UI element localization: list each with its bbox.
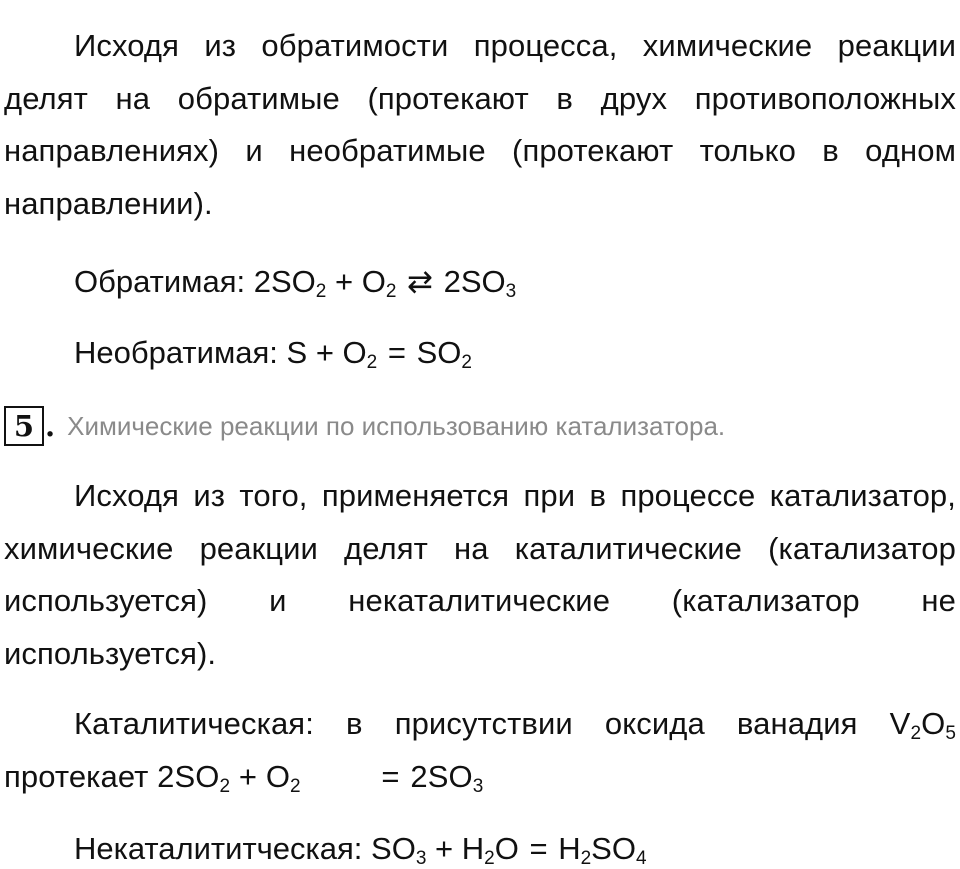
equation-reversible: [74, 262, 516, 302]
section-number-box: 5: [4, 406, 44, 446]
formula-so2: $2SO_2$: [253, 264, 327, 302]
equation-catalytic: Каталитическая: в присутствии оксида ванадия $V_2O_5$ протекает $2SO_2 + O_2 = 2SO_3$: [4, 698, 956, 803]
formula-so3: $SO_3$: [371, 831, 427, 869]
formula-h2so4: $H_2SO_4$: [558, 831, 647, 869]
plus-sign: +: [307, 335, 343, 370]
equation-label: Некаталититческая:: [74, 831, 372, 866]
equation-label: Необратимая:: [74, 335, 287, 370]
equals-sign: =: [381, 758, 400, 794]
equation-label: Обратимая:: [74, 264, 254, 299]
section-heading-5: [4, 404, 725, 448]
plus-sign: +: [326, 264, 362, 299]
formula-o2: $O_2$: [361, 264, 397, 302]
equals-sign: =: [387, 335, 406, 370]
equation-irreversible: [74, 333, 472, 373]
formula-o2: $O_2$: [342, 335, 378, 373]
formula-h2o: + $H_2O$: [426, 831, 519, 869]
equation-noncatalytic: [74, 829, 647, 869]
formula-so2: $SO_2$: [416, 335, 472, 373]
section-number-dot: .: [45, 409, 56, 443]
section-title: Химические реакции по использованию катализатора.: [67, 410, 726, 441]
equals-sign: =: [529, 831, 548, 866]
paragraph-reversibility: Исходя из обратимости процесса, химические реакции делят на обратимые (протекают в друх противоположных направлениях) и необратимые (протекают только в одном направлении).: [4, 28, 956, 221]
paragraph-catalysis: Исходя из того, применяется при в процессе катализатор, химические реакции делят на каталитические (катализатор используется) и некаталитические (катализатор не используется).: [4, 478, 956, 671]
reversible-arrow-icon: ⇄: [407, 264, 434, 299]
formula-s: S: [286, 335, 308, 370]
formula-so3: $2SO_3$: [443, 264, 517, 302]
